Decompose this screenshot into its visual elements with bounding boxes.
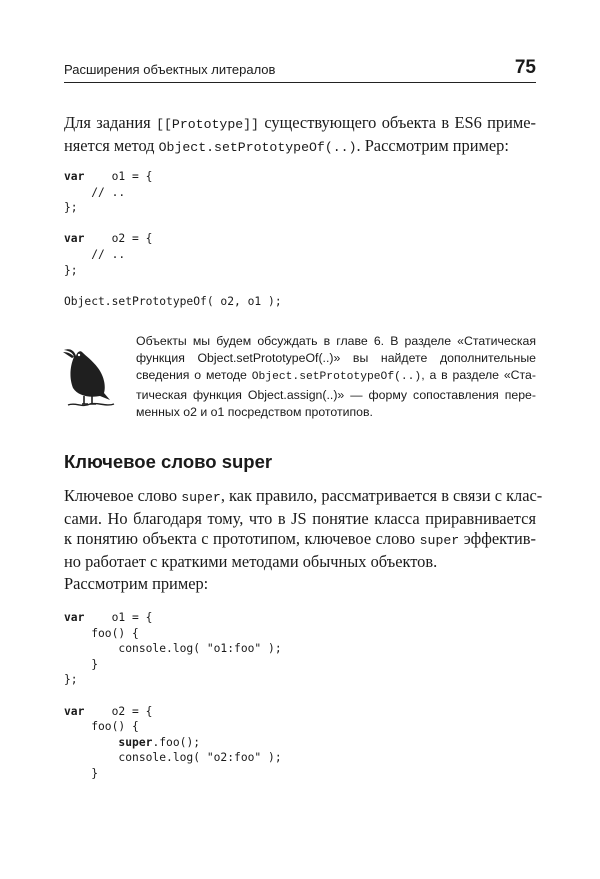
section-heading: Ключевое слово super [64, 451, 273, 472]
text-line: сами. Но благодаря тому, что в JS понятие класса приравнивается [64, 508, 536, 528]
note-line: сведения о методе Object.setPrototypeOf(..), а в разделе «Ста- [136, 368, 536, 384]
note-text [136, 333, 536, 421]
inline-code: super [419, 533, 460, 548]
page-number: 75 [514, 57, 536, 78]
text-line: Для задания [[Prototype]] существующего объекта в ES6 приме- [64, 113, 536, 132]
note-line: менных o2 и o1 посредством прототипов. [136, 404, 373, 419]
text-line: Рассмотрим пример: [64, 574, 209, 593]
inline-code: [[Prototype]] [156, 117, 259, 132]
super-paragraph [64, 486, 543, 572]
inline-code: Object.setPrototypeOf(..) [251, 371, 422, 384]
crow-icon [60, 338, 118, 410]
code-block-1: var o1 = { // .. }; var o2 = { // .. }; Object.setPrototypeOf( o2, o1 ); [64, 170, 282, 308]
inline-code: Object.setPrototypeOf(..) [158, 139, 357, 155]
page-header [64, 56, 536, 83]
text-line: Ключевое слово super, как правило, рассматривается в связи с клас- [64, 486, 543, 505]
note-line: Объекты мы будем обсуждать в главе 6. В разделе «Статическая [136, 334, 536, 348]
intro-paragraph [64, 113, 536, 158]
code-block-2: var o1 = { foo() { console.log( "o1:foo" ); } }; var o2 = { foo() { super.foo(); console.log( "o2:foo" ); } [64, 611, 282, 780]
note-line: функция Object.setPrototypeOf(..)» вы найдете дополнительные [136, 351, 536, 366]
text-line: к понятию объекта с прототипом, ключевое слово super эффектив- [64, 529, 536, 548]
example-intro [64, 574, 536, 595]
text-line: няется метод Object.setPrototypeOf(..). Рассмотрим пример: [64, 135, 509, 155]
inline-code: super [181, 490, 221, 505]
running-title: Расширения объектных литералов [64, 62, 276, 77]
note-line: тическая функция Object.assign(..)» — форму сопоставления пере- [136, 387, 536, 402]
text-line: но работает с краткими методами обычных объектов. [64, 551, 438, 571]
